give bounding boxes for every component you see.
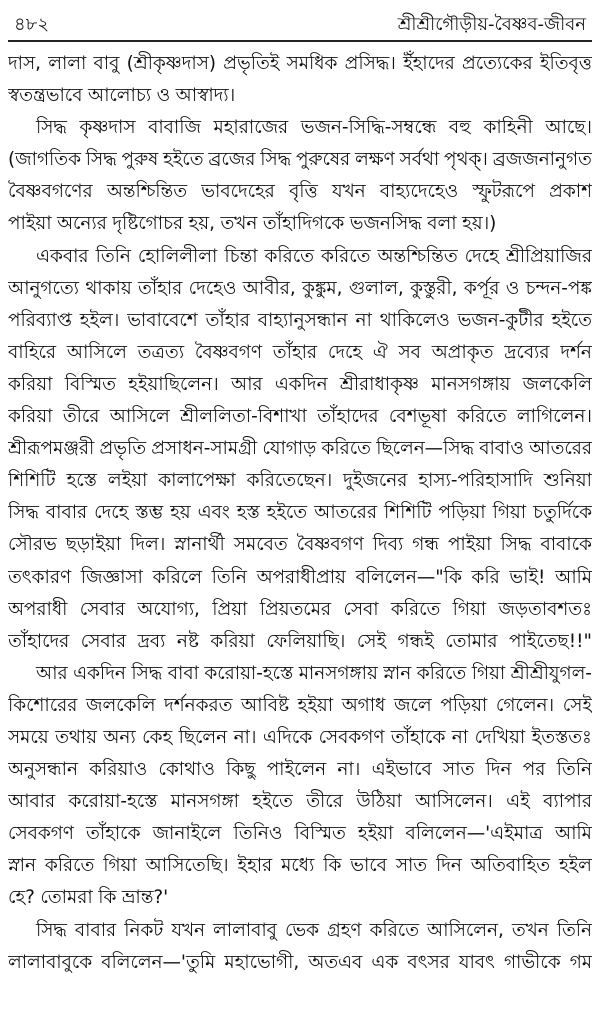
text-line: তাঁহাদের সেবার দ্রব্য নষ্ট করিয়া ফেলিয়াছি। সেই গন্ধই তোমার পাইতেছ!!" [8, 630, 592, 652]
text-line: লালাবাবুকে বলিলেন—'তুমি মহাভোগী, অতএব এক বৎসর যাবৎ গাভীকে গম [8, 951, 592, 973]
text-line: দাস, লালা বাবু (শ্রীকৃষ্ণদাস) প্রভৃতিই সমধিক প্রসিদ্ধ। ইঁহাদের প্রত্যেকের ইতিবৃত্ত [8, 53, 592, 74]
running-title: শ্রীশ্রীগৌড়ীয়-বৈষ্ণব-জীবন [397, 14, 586, 35]
text-line: সেবকগণ তাঁহাকে জানাইলে তিনিও বিস্মিত হইয়া বলিলেন—'এইমাত্র আমি [8, 823, 592, 845]
text-line: সিদ্ধ বাবার নিকট যখন লালাবাবু ভেক গ্রহণ করিতে আসিলেন, তখন তিনি [36, 919, 592, 941]
text-line: হে? তোমরা কি ভ্রান্ত?' [8, 887, 169, 909]
text-line: বাহিরে আসিলে তত্রত্য বৈষ্ণবগণ তাঁহার দেহে ঐ সব অপ্রাকৃত দ্রব্যের দর্শন [8, 341, 592, 363]
page-header [8, 8, 592, 42]
body-text [8, 48, 592, 979]
text-line: (জাগতিক সিদ্ধ পুরুষ হইতে ব্রজের সিদ্ধ পুরুষের লক্ষণ সর্বথা পৃথক্। ব্রজজনানুগত [8, 149, 592, 171]
text-line: একবার তিনি হোলিলীলা চিন্তা করিতে করিতে অন্তশ্চিন্তিত দেহে শ্রীপ্রিয়াজির [36, 245, 592, 267]
text-line: কিশোরের জলকেলি দর্শনকরত আবিষ্ট হইয়া অগাধ জলে পড়িয়া গেলেন। সেই [8, 694, 592, 716]
text-line: সিদ্ধ কৃষ্ণদাস বাবাজি মহারাজের ভজন-সিদ্ধি-সম্বন্ধে বহু কাহিনী আছে। [36, 117, 592, 139]
text-line: অনুসন্ধান করিয়াও কোথাও কিছু পাইলেন না। এইভাবে সাত দিন পর তিনি [8, 759, 592, 781]
page-number: ৪৮২ [14, 14, 50, 35]
text-line: বৈষ্ণবগণের অন্তশ্চিন্তিত ভাবদেহের বৃত্তি যখন বাহ্যদেহেও স্ফুটরূপে প্রকাশ [8, 181, 592, 203]
text-line: শিশিটি হস্তে লইয়া কালাপেক্ষা করিতেছেন। দুইজনের হাস্য-পরিহাসাদি শুনিয়া [8, 470, 592, 492]
text-line: স্নান করিতে গিয়া আসিতেছি। ইহার মধ্যে কি ভাবে সাত দিন অতিবাহিত হইল [8, 855, 592, 877]
text-line: সিদ্ধ বাবার দেহে স্তম্ভ হয় এবং হস্ত হইতে আতরের শিশিটি পড়িয়া গিয়া চতুর্দিকে [8, 502, 592, 524]
text-line: আবার করোয়া-হস্তে মানসগঙ্গা হইতে তীরে উঠিয়া আসিলেন। এই ব্যাপার [8, 791, 592, 813]
text-line: সৌরভ ছড়াইয়া দিল। স্নানার্থী সমবেত বৈষ্ণবগণ দিব্য গন্ধ পাইয়া সিদ্ধ বাবাকে [8, 534, 592, 556]
text-line: তৎকারণ জিজ্ঞাসা করিলে তিনি অপরাধীপ্রায় বলিলেন—"কি করি ভাই! আমি [8, 566, 592, 588]
text-line: অপরাধী সেবার অযোগ্য, প্রিয়া প্রিয়তমের সেবা করিতে গিয়া জড়তাবশতঃ [8, 598, 592, 620]
text-line: আনুগত্যে থাকায় তাঁহার দেহেও আবীর, কুঙ্কুম, গুলাল, কুস্তুরী, কর্পূর ও চন্দন-পঙ্ক [8, 277, 592, 299]
text-line: আর একদিন সিদ্ধ বাবা করোয়া-হস্তে মানসগঙ্গায় স্নান করিতে গিয়া শ্রীশ্রীযুগল- [36, 662, 592, 684]
text-line: শ্রীরূপমঞ্জরী প্রভৃতি প্রসাধন-সামগ্রী যোগাড় করিতে ছিলেন—সিদ্ধ বাবাও আতরের [8, 438, 592, 460]
text-line: সময়ে তথায় অন্য কেহ ছিলেন না। এদিকে সেবকগণ তাঁহাকে না দেখিয়া ইতস্ততঃ [8, 726, 592, 748]
text-line: করিয়া বিস্মিত হইয়াছিলেন। আর একদিন শ্রীরাধাকৃষ্ণ মানসগঙ্গায় জলকেলি [8, 373, 592, 395]
text-line: পরিব্যাপ্ত হইল। ভাবাবেশে তাঁহার বাহ্যানুসন্ধান না থাকিলেও ভজন-কুটীর হইতে [8, 309, 592, 331]
text-line: স্বতন্ত্রভাবে আলোচ্য ও আস্বাদ্য। [8, 85, 236, 107]
text-line: করিয়া তীরে আসিলে শ্রীললিতা-বিশাখা তাঁহাদের বেশভূষা করিতে লাগিলেন। [8, 406, 592, 428]
text-line: পাইয়া অন্যের দৃষ্টিগোচর হয়, তখন তাঁহাদিগকে ভজনসিদ্ধ বলা হয়।) [8, 213, 497, 235]
